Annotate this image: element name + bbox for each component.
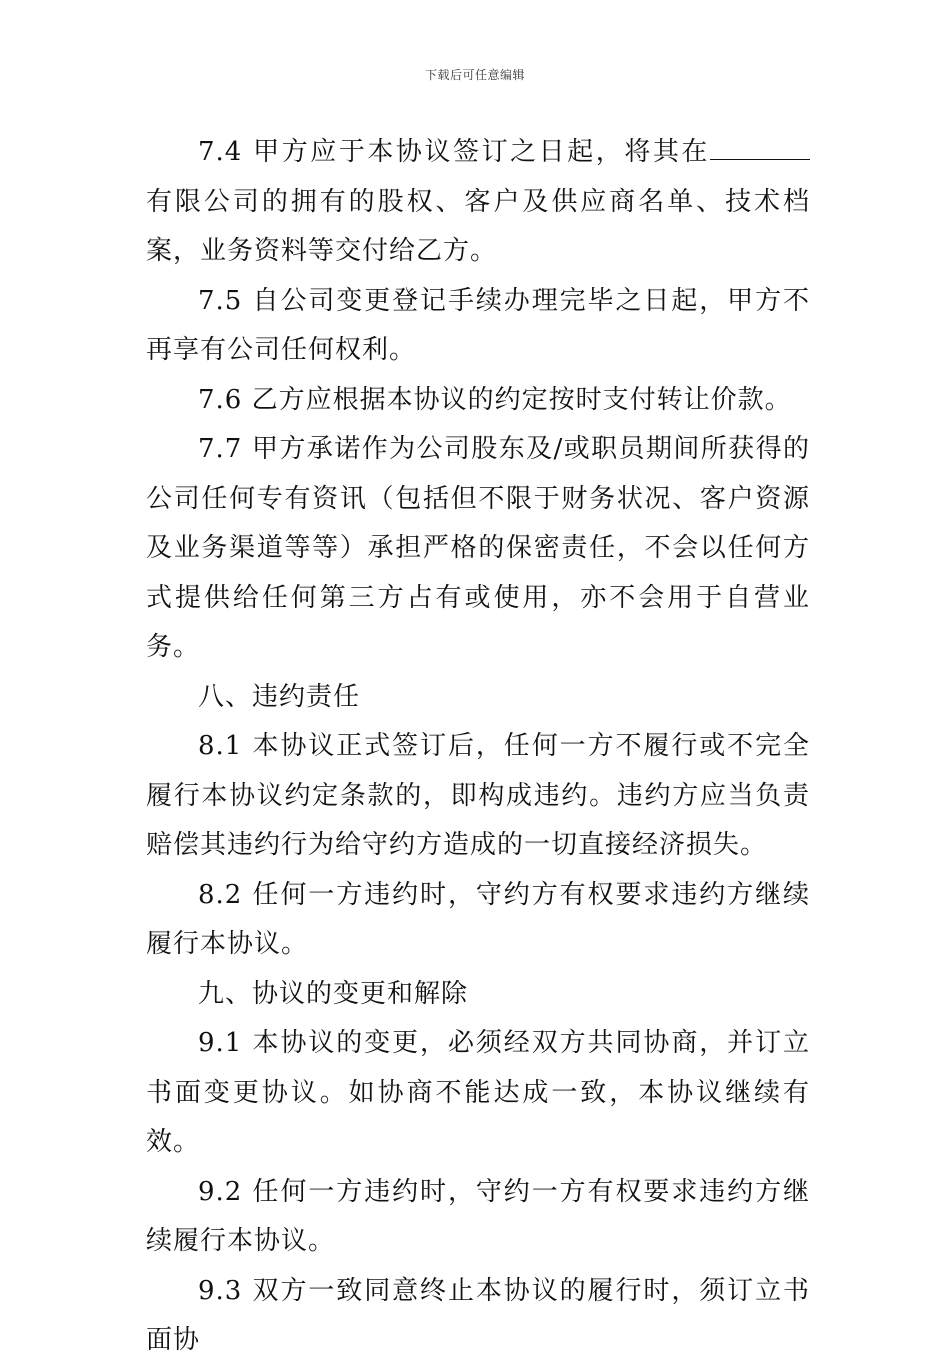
- header-note: 下载后可任意编辑: [424, 68, 525, 82]
- clause-8-2: 8.2 任何一方违约时，守约方有权要求违约方继续履行本协议。: [146, 879, 810, 959]
- fill-in-blank: [710, 137, 810, 160]
- clause-9-2: 9.2 任何一方违约时，守约一方有权要求违约方继续履行本协议。: [146, 1176, 810, 1256]
- clause-8-1: 8.1 本协议正式签订后，任何一方不履行或不完全履行本协议约定条款的，即构成违约。违约方应当负责赔偿其违约行为给守约方造成的一切直接经济损失。: [146, 731, 810, 860]
- clause-7-4-text-b: 有限公司的拥有的股权、客户及供应商名单、技术档案，业务资料等交付给乙方。: [146, 186, 810, 266]
- section-heading-9: 九、协议的变更和解除: [198, 978, 469, 1009]
- clause-7-4: [146, 128, 810, 277]
- clause-7-4-text-a: 7.4 甲方应于本协议签订之日起，将其在: [198, 137, 710, 167]
- clause-7-7: 7.7 甲方承诺作为公司股东及/或职员期间所获得的公司任何专有资讯（包括但不限于财务状况、客户资源及业务渠道等等）承担严格的保密责任，不会以任何方式提供给任何第三方占有或使用，亦不会用于自营业务。: [146, 434, 810, 662]
- document-body: [146, 128, 810, 1366]
- clause-9-3: 9.3 双方一致同意终止本协议的履行时，须订立书面协: [146, 1275, 810, 1355]
- clause-7-5: 7.5 自公司变更登记手续办理完毕之日起，甲方不再享有公司任何权利。: [146, 285, 810, 365]
- clause-7-6: 7.6 乙方应根据本协议的约定按时支付转让价款。: [198, 384, 792, 415]
- clause-9-1: 9.1 本协议的变更，必须经双方共同协商，并订立书面变更协议。如协商不能达成一致，本协议继续有效。: [146, 1028, 810, 1157]
- section-heading-8: 八、违约责任: [198, 681, 361, 712]
